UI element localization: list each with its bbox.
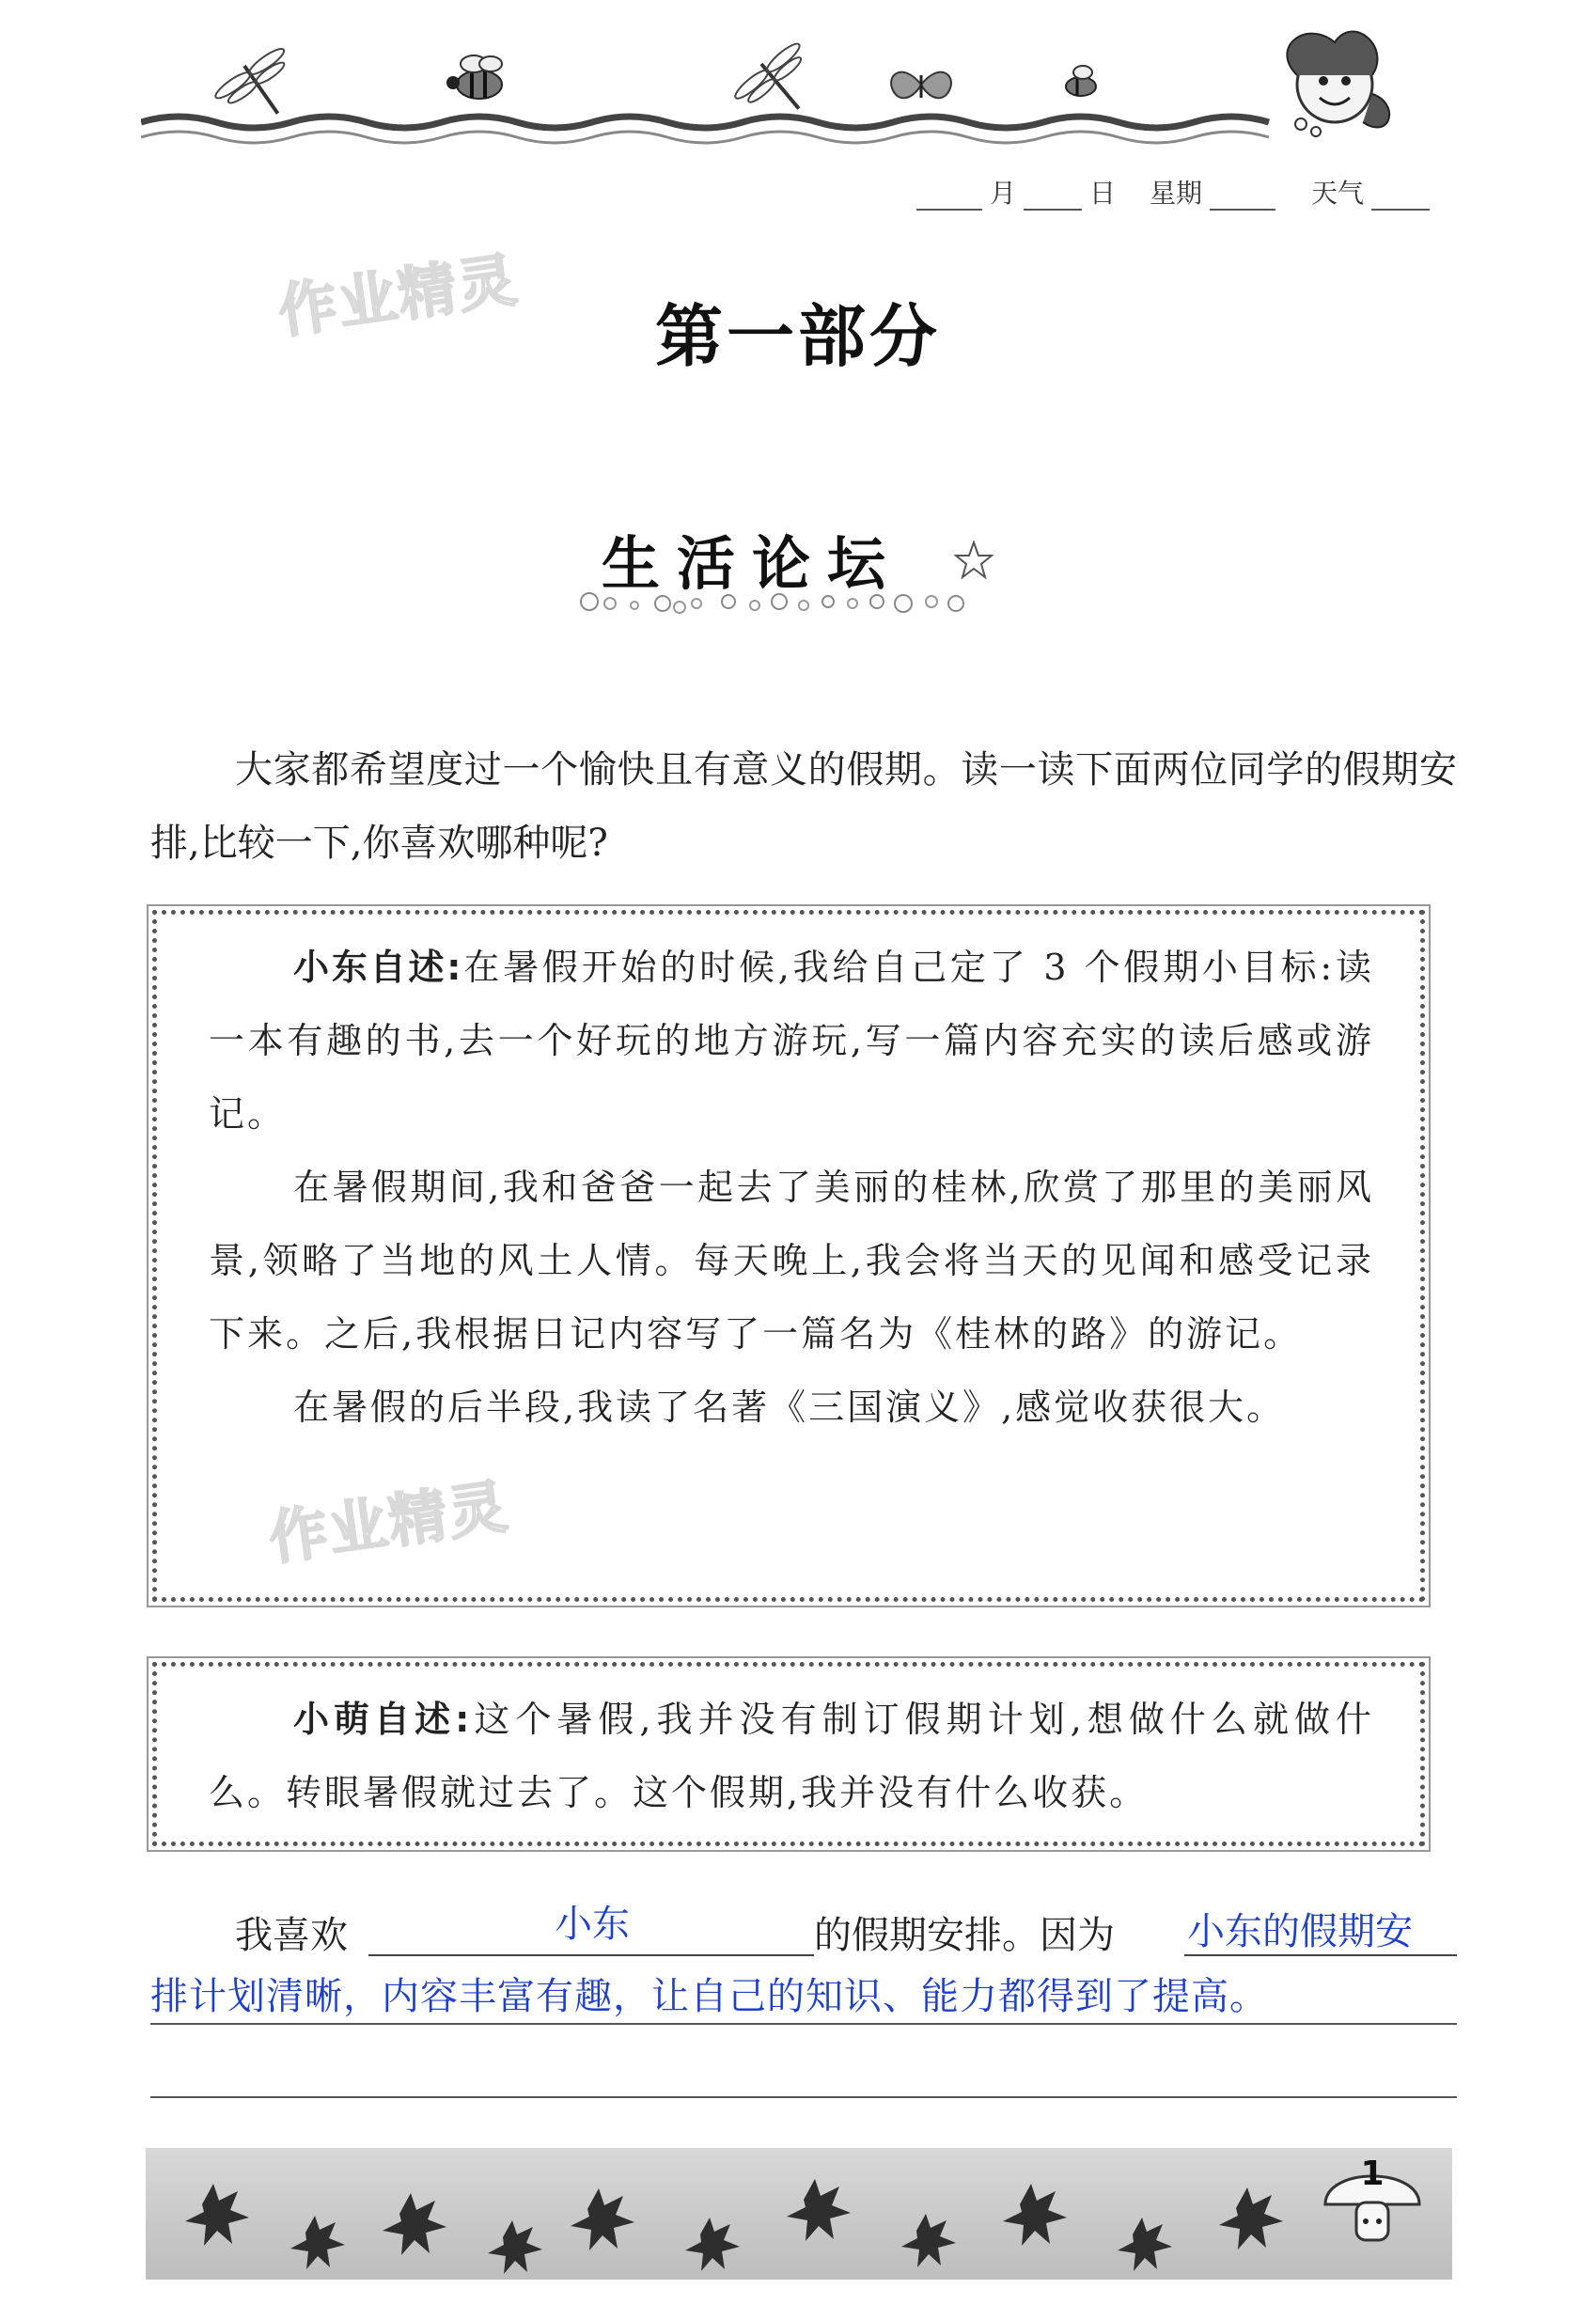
xiaomeng-text: 这个暑假,我并没有制订假期计划,想做什么就做什么。转眼暑假就过去了。这个假期,我并没有什么收获。 bbox=[209, 1699, 1374, 1813]
xiaodong-paragraph-2: 在暑假期间,我和爸爸一起去了美丽的桂林,欣赏了那里的美丽风景,领略了当地的风土人情。每天晚上,我会将当天的见闻和感受记录下来。之后,我根据日记内容写了一篇名为《桂林的路》的游记。 bbox=[209, 1167, 1374, 1355]
choice-blank[interactable] bbox=[368, 1952, 814, 1956]
weekday-label: 星期 bbox=[1150, 178, 1203, 209]
weather-blank[interactable] bbox=[1371, 180, 1430, 211]
month-blank[interactable] bbox=[916, 180, 982, 211]
page-number: 1 bbox=[1360, 2155, 1385, 2193]
butterfly-icon bbox=[891, 72, 951, 99]
xiaodong-paragraph-1-text: 在暑假开始的时候,我给自己定了 3 个假期小目标:读一本有趣的书,去一个好玩的地方游玩,写一篇内容充实的读后感或游记。 bbox=[209, 947, 1374, 1135]
month-label: 月 bbox=[990, 178, 1017, 209]
day-blank[interactable] bbox=[1024, 180, 1082, 211]
answer-reason-line-2: 排计划清晰，内容丰富有趣，让自己的知识、能力都得到了提高。 bbox=[150, 1975, 1268, 2018]
answer-prefix: 我喜欢 bbox=[235, 1914, 348, 1957]
bee-icon bbox=[446, 55, 502, 99]
intro-paragraph bbox=[150, 733, 1457, 880]
weekday-blank[interactable] bbox=[1210, 180, 1275, 211]
reason-blank-3[interactable] bbox=[150, 2096, 1457, 2098]
date-weather-line bbox=[916, 169, 1452, 211]
answer-reason-line-1: 小东的假期安 bbox=[1187, 1910, 1413, 1953]
sun-face-icon bbox=[1287, 32, 1389, 136]
xiaodong-paragraph-3: 在暑假的后半段,我读了名著《三国演义》,感觉收获很大。 bbox=[293, 1387, 1286, 1428]
answer-line-1 bbox=[150, 1894, 1457, 1960]
reason-blank-2[interactable] bbox=[150, 2023, 1457, 2025]
weather-label: 天气 bbox=[1311, 178, 1365, 209]
bee-icon bbox=[1066, 66, 1096, 96]
part-title: 第一部分 bbox=[654, 297, 941, 376]
xiaodong-paragraph-1 bbox=[209, 931, 1374, 1151]
answer-middle: 的假期安排。因为 bbox=[814, 1914, 1115, 1957]
xiaodong-statement bbox=[209, 931, 1374, 1444]
section-title: 生活论坛 bbox=[602, 529, 903, 598]
footer-leaf-band bbox=[146, 2148, 1452, 2280]
day-label: 日 bbox=[1089, 178, 1117, 209]
header-insect-wave-decoration bbox=[141, 28, 1457, 179]
watermark: 作业精灵 bbox=[274, 244, 523, 347]
xiaodong-speaker: 小东自述: bbox=[293, 947, 463, 988]
bubbles-decoration bbox=[578, 585, 973, 622]
star-icon bbox=[954, 541, 994, 580]
xiaomeng-statement bbox=[209, 1683, 1374, 1829]
watermark: 作业精灵 bbox=[264, 1471, 513, 1574]
intro-text: 大家都希望度过一个愉快且有意义的假期。读一读下面两位同学的假期安排,比较一下,你喜欢哪种呢? bbox=[150, 748, 1457, 865]
xiaomeng-paragraph bbox=[209, 1683, 1374, 1829]
xiaomeng-speaker: 小萌自述: bbox=[293, 1699, 472, 1740]
answer-choice: 小东 bbox=[555, 1903, 630, 1946]
